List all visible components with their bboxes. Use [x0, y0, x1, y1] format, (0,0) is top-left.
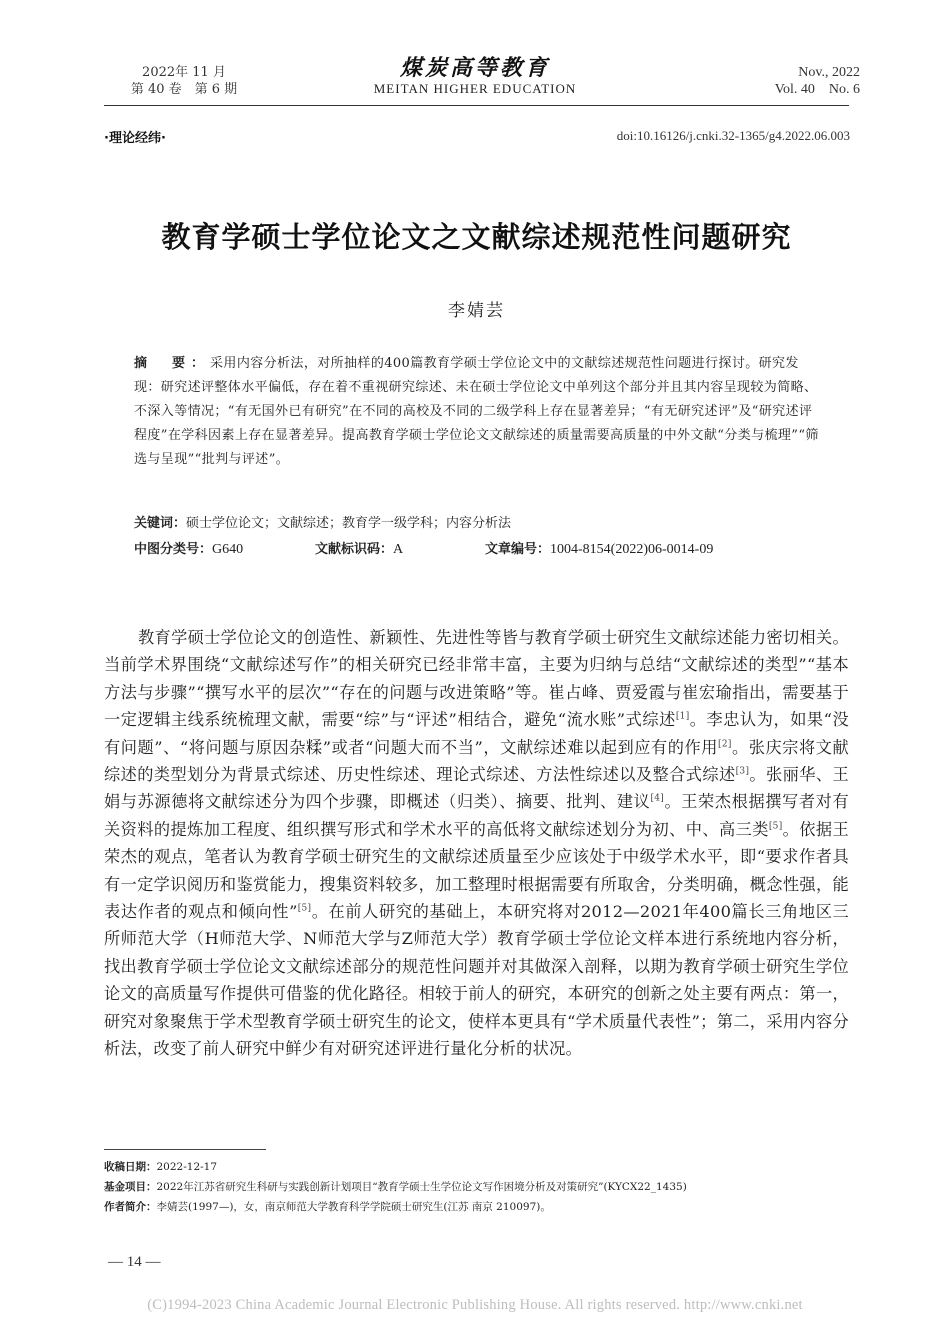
fund-label: 基金项目：	[104, 1181, 157, 1193]
author-name: 李婧芸	[448, 301, 505, 321]
header-date: 2022年 11 月	[142, 65, 226, 80]
received-label: 收稿日期：	[104, 1161, 157, 1173]
page-number: — 14 —	[108, 1254, 161, 1270]
body-segment: 教育学硕士学位论文的创造性、新颖性、先进性等皆与教育学硕士研究生文献综述能力密切相关。当前学术界围绕“文献综述写作”的相关研究已经非常丰富，主要为归纳与总结“文献综述的类型”“基本方法与步骤”“撰写水平的层次”“存在的问题与改进策略”等。崔占峰、贾爱霞与崔宏瑜指出，需要基于一定逻辑主线系统梳理文献，需要“综”与“评述”相结合，避免“流水账”式综述	[104, 628, 849, 730]
journal-title-cn: 煤炭高等教育	[399, 55, 550, 81]
citation-ref: [1]	[675, 711, 690, 722]
article-number-label: 文章编号：	[485, 542, 551, 557]
header-issue-info-en	[700, 64, 860, 98]
article-number	[485, 538, 713, 562]
keywords-text: 硕士学位论文；文献综述；教育学一级学科；内容分析法	[186, 516, 512, 531]
abstract-text: 采用内容分析法，对所抽样的400篇教育学硕士学位论文中的文献综述规范性问题进行探讨。研究发现：研究述评整体水平偏低，存在着不重视研究综述、未在硕士学位论文中单列这个部分并且其内容呈现较为简略、不深入等情况；“有无国外已有研究”在不同的高校及不同的二级学科上存在显著差异；“有无研究述评”及“研究述评程度”在学科因素上存在显著差异。提高教育学硕士学位论文文献综述的质量需要高质量的中外文献“分类与梳理”“筛选与呈现”“批判与评述”。	[134, 356, 819, 467]
body-segment: 。张丽华、王娟与苏源德将文献综述分为四个步骤，即概述（归类）、摘要、批判、建议	[104, 765, 849, 812]
journal-title-en: MEITAN HIGHER EDUCATION	[373, 81, 577, 96]
clc-value: G640	[212, 542, 244, 557]
introduction-paragraph	[104, 624, 849, 1063]
doc-code-label: 文献标识码：	[315, 542, 394, 557]
citation-ref: [3]	[735, 766, 750, 777]
body-segment: 。张庆宗将文献综述的类型划分为背景式综述、历史性综述、理论式综述、方法性综述以及整合式综述	[104, 737, 849, 785]
footnotes	[104, 1157, 849, 1217]
received-value: 2022-12-17	[156, 1161, 218, 1173]
body-segment: 。王荣杰根据撰写者对有关资料的提炼加工程度、组织撰写形式和学术水平的高低将文献综述划分为初、中、高三类	[104, 792, 849, 839]
footnote-received	[104, 1157, 849, 1177]
header-date-en: Nov., 2022	[798, 65, 860, 80]
header-issue-info	[104, 64, 264, 98]
header-rule	[104, 105, 849, 106]
fund-value: 2022年江苏省研究生科研与实践创新计划项目“教育学硕士生学位论文写作困境分析及对策研究”(KYCX22_1435)	[156, 1181, 687, 1193]
doc-code-value: A	[393, 542, 404, 557]
keywords-label: 关键词：	[134, 516, 187, 531]
header-volume-issue-en: Vol. 40 No. 6	[774, 82, 860, 97]
author-bio-value: 李婧芸(1997—)，女，南京师范大学教育科学学院硕士研究生(江苏 南京 210097)。	[156, 1201, 551, 1213]
copyright-watermark: (C)1994-2023 China Academic Journal Electronic Publishing House. All rights reserved. http://www.cnki.net	[147, 1297, 803, 1313]
column-label: ·理论经纬·	[104, 131, 166, 146]
footnote-author	[104, 1197, 849, 1217]
body-segment: 。依据王荣杰的观点，笔者认为教育学硕士研究生的文献综述质量至少应该处于中级学术水平，即“要求作者具有一定学识阅历和鉴赏能力，搜集资料较多，加工整理时根据需要有所取舍，分类明确，概念性强，能表达作者的观点和倾向性”	[104, 819, 850, 922]
footnote-rule	[104, 1149, 266, 1150]
paper-title: 教育学硕士学位论文之文献综述规范性问题研究	[161, 220, 792, 254]
citation-ref: [2]	[718, 739, 732, 750]
keywords	[134, 512, 824, 536]
citation-ref: [4]	[650, 794, 665, 805]
abstract-label: 摘 要：	[134, 356, 211, 371]
abstract	[134, 352, 824, 472]
author-bio-label: 作者简介：	[104, 1201, 157, 1213]
citation-ref: [5]	[768, 821, 783, 832]
journal-masthead	[300, 54, 650, 96]
clc-label: 中图分类号：	[134, 542, 213, 557]
body-segment: 。在前人研究的基础上，本研究将对2012—2021年400篇长三角地区三所师范大学（H师范大学、N师范大学与Z师范大学）教育学硕士学位论文样本进行系统地内容分析，找出教育学硕士学位论文文献综述部分的规范性问题并对其做深入剖释，以期为教育学硕士研究生学位论文的高质量写作提供可借鉴的优化路径。相较于前人的研究，本研究的创新之处主要有两点：第一，研究对象聚焦于学术型教育学硕士研究生的论文，使样本更具有“学术质量代表性”；第二，采用内容分析法，改变了前人研究中鲜少有对研究述评进行量化分析的状况。	[104, 902, 850, 1059]
citation-ref: [5]	[297, 903, 312, 914]
footnote-fund	[104, 1177, 849, 1197]
article-number-value: 1004-8154(2022)06-0014-09	[550, 542, 714, 557]
document-code	[315, 538, 403, 562]
body-segment: 。李忠认为，如果“没有问题”、“将问题与原因杂糅”或者“问题大而不当”，文献综述难以起到应有的作用	[104, 710, 849, 757]
header-volume-issue: 第 40 卷 第 6 期	[130, 82, 238, 97]
doi: doi:10.16126/j.cnki.32-1365/g4.2022.06.003	[616, 128, 850, 143]
clc-number	[134, 538, 243, 562]
